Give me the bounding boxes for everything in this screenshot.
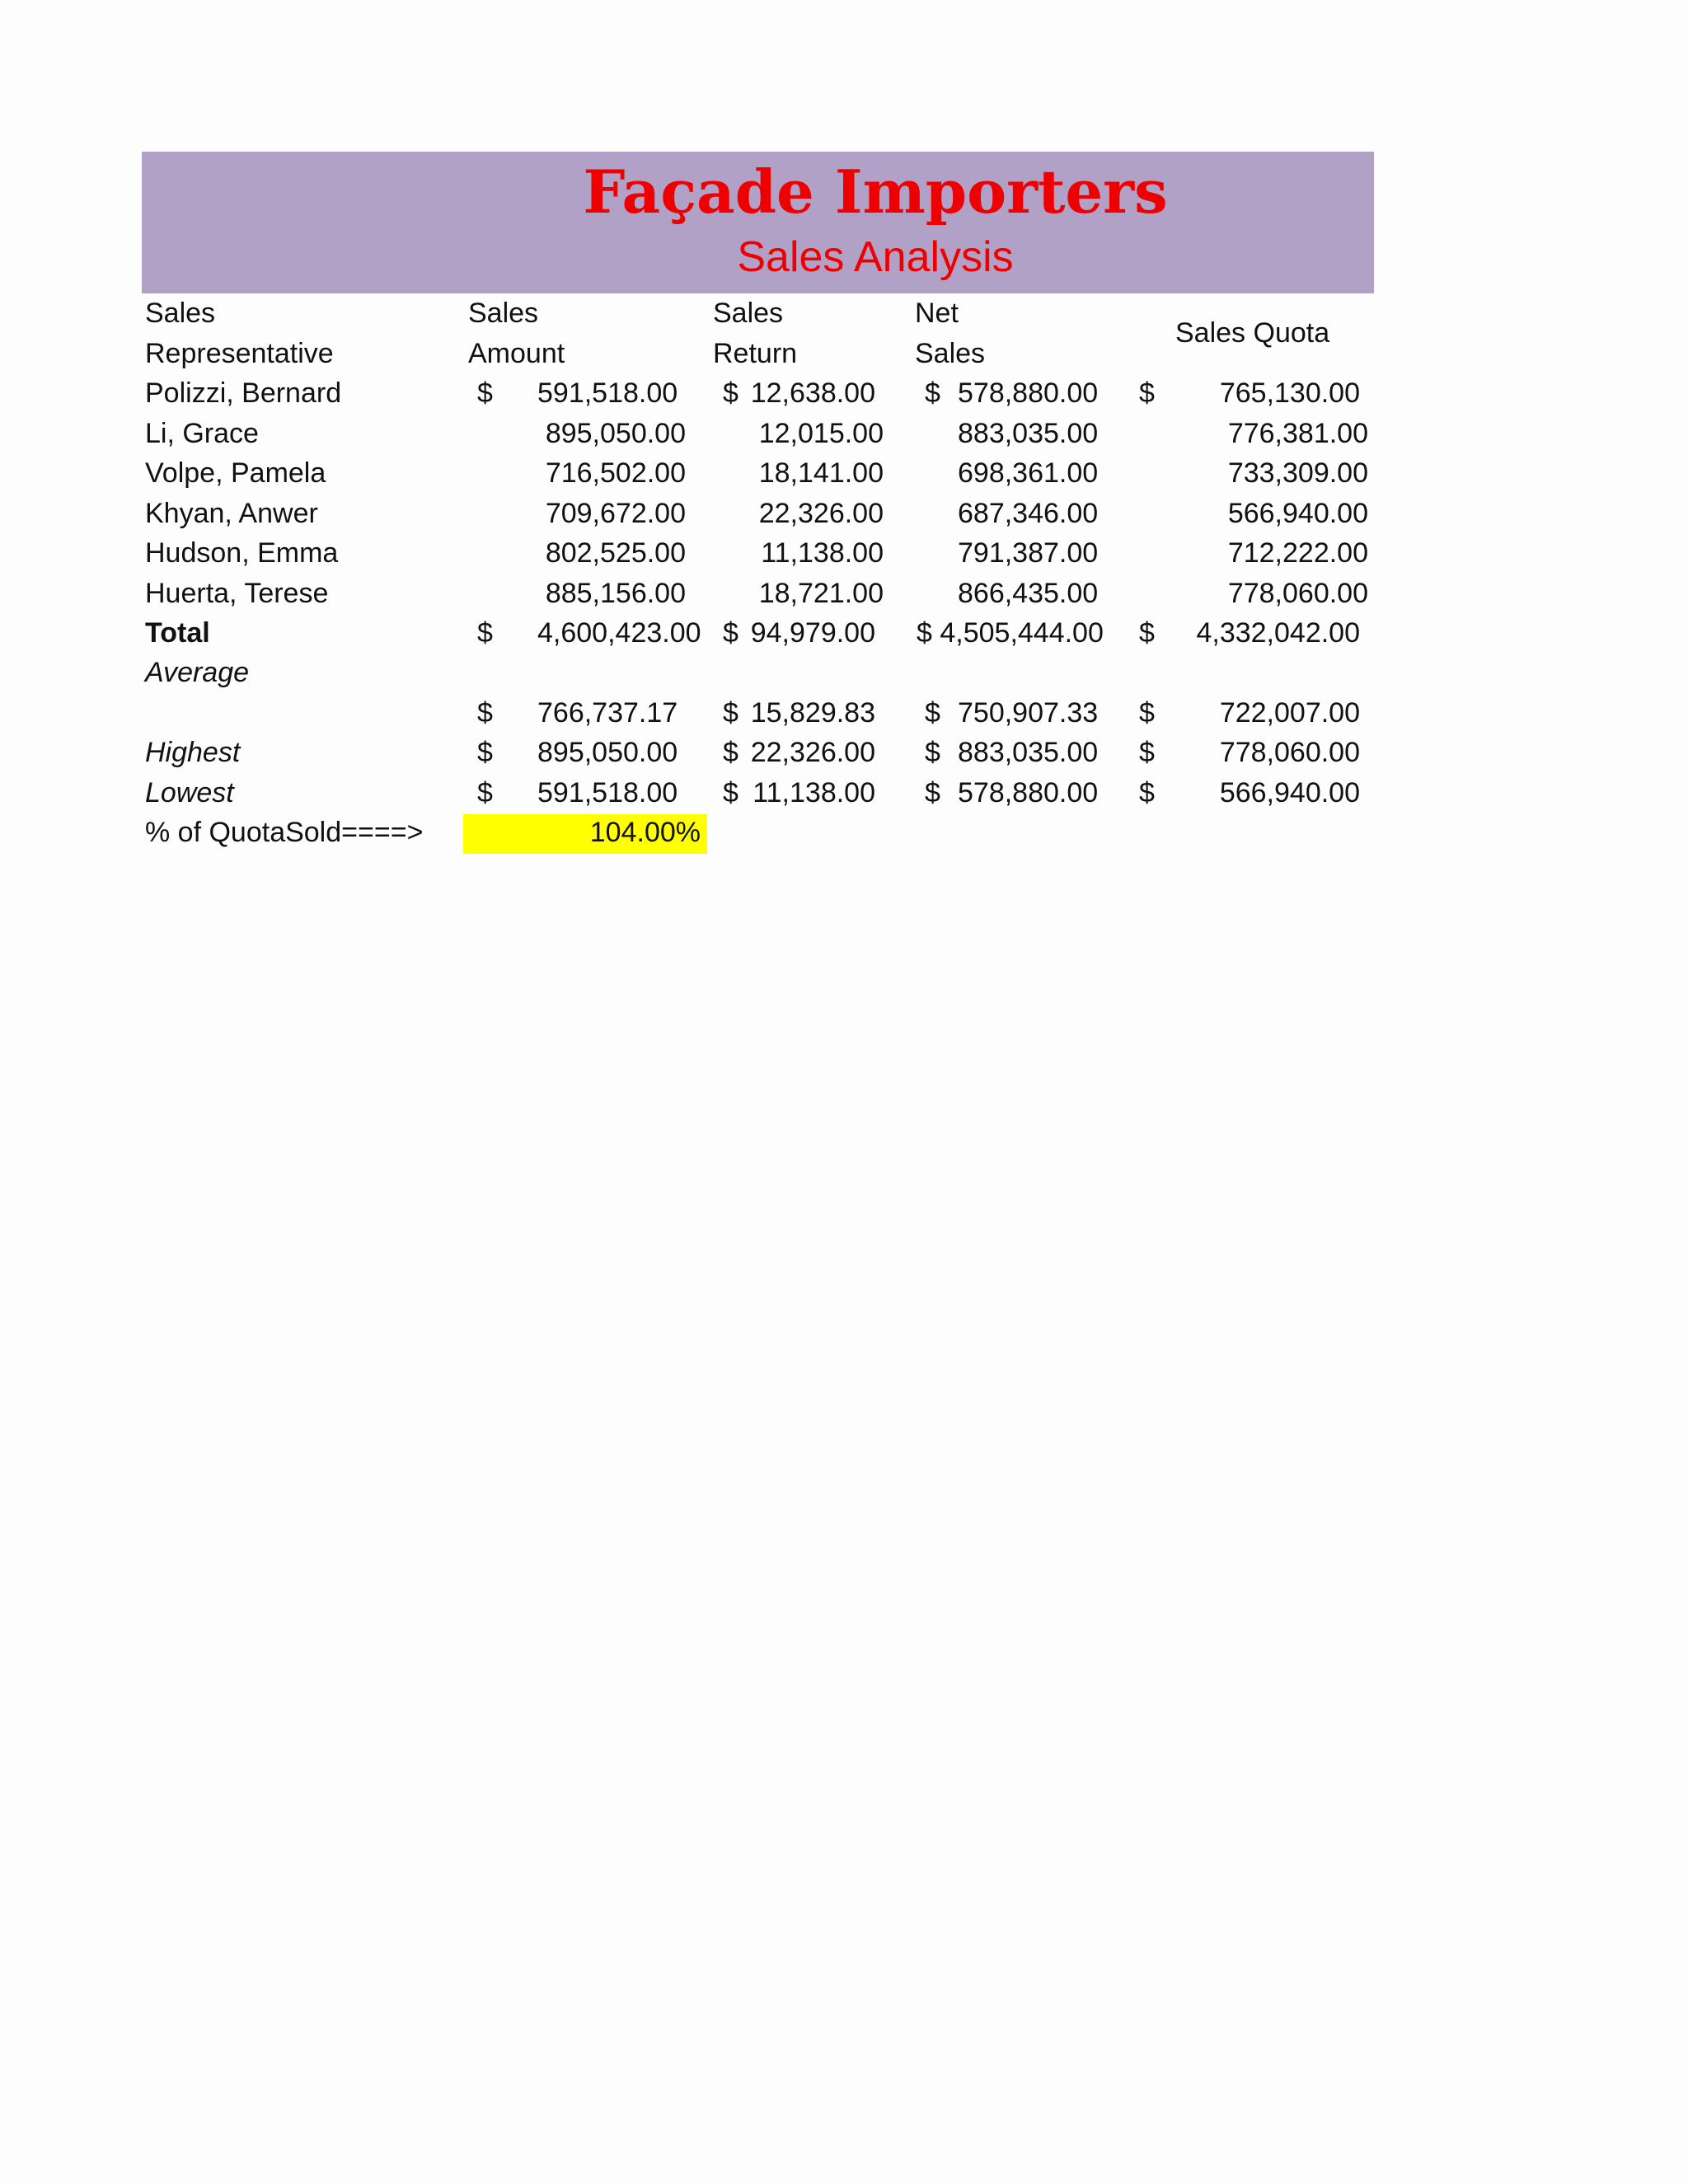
- average-return-currency: $: [723, 697, 738, 729]
- highest-quota: 778,060.00: [1219, 737, 1360, 768]
- header-net-line1: Net: [915, 298, 959, 329]
- sales-amount: 591,518.00: [537, 377, 678, 409]
- sales-return: 12,638.00: [750, 377, 875, 409]
- sales-quota: 776,381.00: [1227, 417, 1368, 449]
- sales-amount: 802,525.00: [545, 537, 686, 569]
- header-return-line1: Sales: [713, 298, 784, 329]
- average-label: Average: [145, 657, 250, 688]
- average-net: 750,907.33: [958, 697, 1099, 729]
- sales-quota: 712,222.00: [1227, 537, 1368, 569]
- sales-amount: 895,050.00: [545, 417, 686, 449]
- highest-net-currency: $: [925, 737, 940, 768]
- average-amount-currency: $: [477, 697, 493, 729]
- rep-name: Khyan, Anwer: [145, 497, 318, 529]
- lowest-return-currency: $: [723, 777, 738, 808]
- sales-return: 18,721.00: [758, 577, 884, 609]
- net-sales: 687,346.00: [958, 497, 1099, 529]
- total-net: $ 4,505,444.00: [917, 617, 1104, 649]
- lowest-label: Lowest: [145, 777, 234, 808]
- total-quota: 4,332,042.00: [1196, 617, 1360, 649]
- lowest-amount-currency: $: [477, 777, 493, 808]
- total-amount-currency: $: [477, 617, 493, 649]
- net-currency: $: [925, 377, 940, 409]
- header-net-line2: Sales: [915, 338, 986, 369]
- rep-name: Li, Grace: [145, 417, 259, 449]
- net-sales: 866,435.00: [958, 577, 1099, 609]
- sales-quota: 765,130.00: [1219, 377, 1360, 409]
- lowest-quota-currency: $: [1139, 777, 1155, 808]
- title-banner: [142, 152, 1374, 293]
- highest-return: 22,326.00: [750, 737, 875, 768]
- sales-return: 18,141.00: [758, 457, 884, 489]
- total-return: 94,979.00: [750, 617, 875, 649]
- header-amount-line2: Amount: [468, 338, 565, 369]
- header-amount-line1: Sales: [468, 298, 539, 329]
- lowest-net-currency: $: [925, 777, 940, 808]
- lowest-return: 11,138.00: [753, 777, 875, 808]
- lowest-quota: 566,940.00: [1219, 777, 1360, 808]
- highest-net: 883,035.00: [958, 737, 1099, 768]
- header-quota: Sales Quota: [1175, 317, 1330, 349]
- sales-return: 11,138.00: [761, 537, 884, 569]
- highest-label: Highest: [145, 737, 241, 768]
- average-net-currency: $: [925, 697, 940, 729]
- rep-name: Polizzi, Bernard: [145, 377, 342, 409]
- net-sales: 883,035.00: [958, 417, 1099, 449]
- sales-quota: 778,060.00: [1227, 577, 1368, 609]
- net-sales: 791,387.00: [958, 537, 1099, 569]
- total-quota-currency: $: [1139, 617, 1155, 649]
- header-return-line2: Return: [713, 338, 798, 369]
- quota-sold-label: % of QuotaSold====>: [145, 817, 424, 848]
- rep-name: Huerta, Terese: [145, 577, 329, 609]
- average-quota: 722,007.00: [1219, 697, 1360, 729]
- net-sales: 578,880.00: [958, 377, 1099, 409]
- company-title: Façade Importers: [583, 157, 1168, 227]
- sales-amount: 885,156.00: [545, 577, 686, 609]
- average-quota-currency: $: [1139, 697, 1155, 729]
- report-subtitle: Sales Analysis: [737, 233, 1014, 281]
- sales-quota: 733,309.00: [1227, 457, 1368, 489]
- sales-amount: 709,672.00: [545, 497, 686, 529]
- highest-amount-currency: $: [477, 737, 493, 768]
- total-amount: 4,600,423.00: [537, 617, 701, 649]
- rep-name: Hudson, Emma: [145, 537, 339, 569]
- header-rep-line1: Sales: [145, 298, 216, 329]
- lowest-amount: 591,518.00: [537, 777, 678, 808]
- highest-return-currency: $: [723, 737, 738, 768]
- total-return-currency: $: [723, 617, 738, 649]
- average-return: 15,829.83: [750, 697, 875, 729]
- rep-name: Volpe, Pamela: [145, 457, 326, 489]
- return-currency: $: [723, 377, 738, 409]
- lowest-net: 578,880.00: [958, 777, 1099, 808]
- highest-quota-currency: $: [1139, 737, 1155, 768]
- sales-quota: 566,940.00: [1227, 497, 1368, 529]
- quota-sold-value: 104.00%: [589, 817, 701, 848]
- net-sales: 698,361.00: [958, 457, 1099, 489]
- header-rep-line2: Representative: [145, 338, 334, 369]
- average-amount: 766,737.17: [537, 697, 678, 729]
- quota-currency: $: [1139, 377, 1155, 409]
- amount-currency: $: [477, 377, 493, 409]
- sales-return: 12,015.00: [758, 417, 884, 449]
- sales-amount: 716,502.00: [545, 457, 686, 489]
- sales-return: 22,326.00: [758, 497, 884, 529]
- highest-amount: 895,050.00: [537, 737, 678, 768]
- total-label: Total: [145, 617, 210, 649]
